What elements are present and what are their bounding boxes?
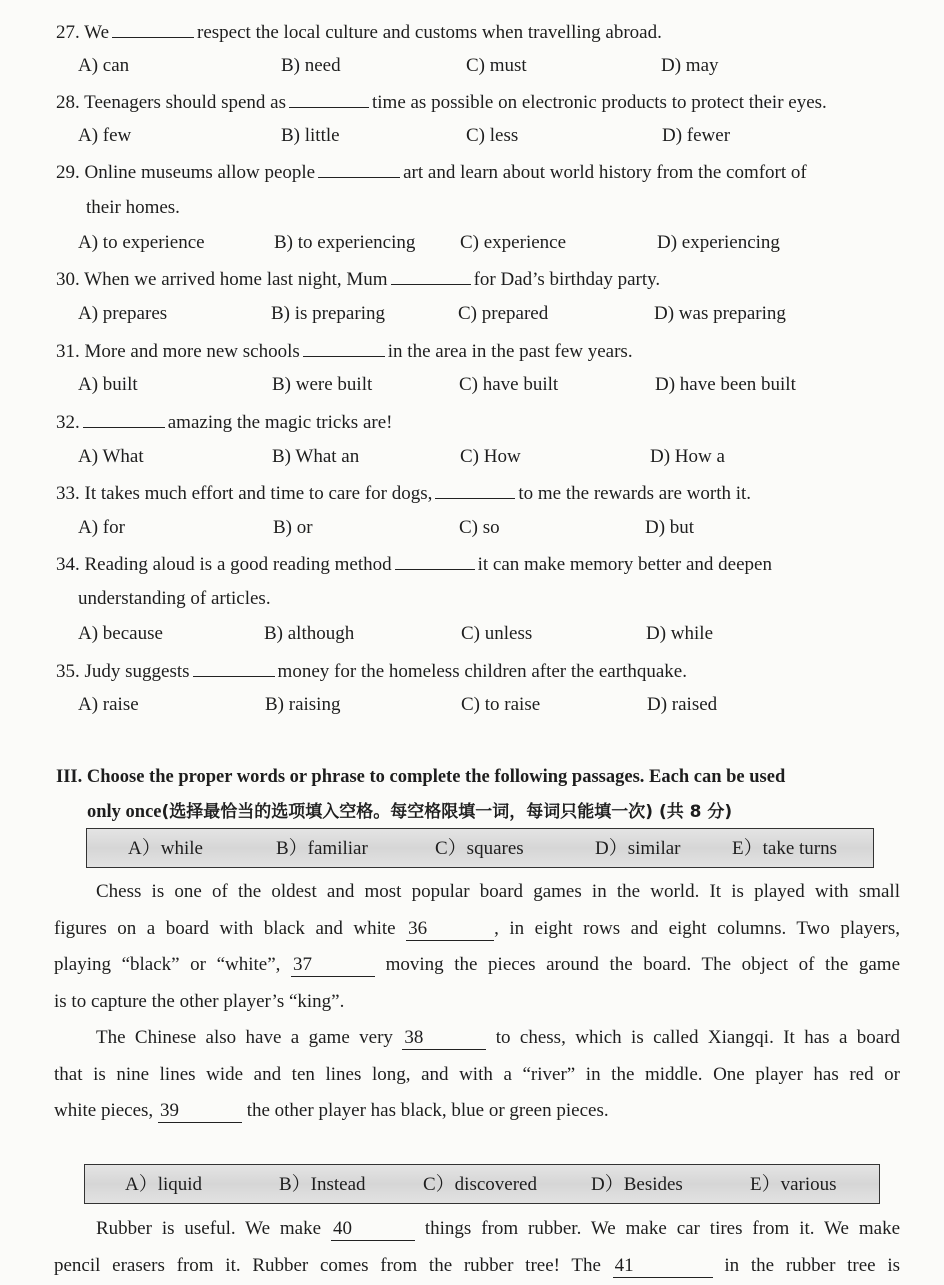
option-d[interactable]: D) experiencing: [657, 232, 780, 253]
option-c[interactable]: C) less: [466, 125, 519, 146]
question-31: 31. More and more new schools in the area in the past few years.: [56, 338, 633, 364]
passage-line: that is nine lines wide and ten lines long, and with a “river” in the middle. One player has red or: [54, 1063, 900, 1085]
question-34: 34. Reading aloud is a good reading method it can make memory better and deepen: [56, 551, 772, 577]
option-c[interactable]: C) must: [466, 55, 527, 76]
word-option: B）Instead: [279, 1174, 366, 1195]
answer-blank: [303, 338, 385, 357]
option-d[interactable]: D) may: [661, 55, 719, 76]
option-b[interactable]: B) What an: [272, 446, 360, 467]
option-b[interactable]: B) were built: [272, 374, 373, 395]
option-c[interactable]: C) prepared: [458, 303, 549, 324]
option-c[interactable]: C) to raise: [461, 694, 541, 715]
passage-line: white pieces, 39 the other player has black, blue or green pieces.: [54, 1100, 609, 1121]
options-34: [78, 622, 938, 646]
word-box-1: [86, 828, 874, 868]
answer-blank: [83, 409, 165, 428]
options-28: [78, 124, 938, 148]
options-29: [78, 231, 938, 255]
option-a[interactable]: A) can: [78, 55, 130, 76]
answer-blank: [193, 658, 275, 677]
options-32: [78, 445, 938, 469]
option-a[interactable]: A) prepares: [78, 303, 168, 324]
word-option: B）familiar: [276, 838, 368, 859]
option-a[interactable]: A) to experience: [78, 232, 205, 253]
answer-blank: [112, 19, 194, 38]
passage-line: Chess is one of the oldest and most popular board games in the world. It is played with small: [96, 881, 900, 902]
word-option: D）similar: [595, 838, 681, 859]
passage-line: The Chinese also have a game very 38 to chess, which is called Xiangqi. It has a board: [96, 1027, 901, 1048]
option-b[interactable]: B) raising: [265, 694, 341, 715]
answer-blank: [318, 159, 400, 178]
passage-line: playing “black” or “white”, 37 moving the pieces around the board. The object of the game: [54, 954, 901, 975]
option-a[interactable]: A) built: [78, 374, 138, 395]
option-c[interactable]: C) have built: [459, 374, 559, 395]
word-option: C）squares: [435, 838, 524, 859]
options-33: [78, 516, 938, 540]
options-30: [78, 302, 938, 326]
blank-38: 38: [402, 1027, 486, 1050]
word-box-2: [84, 1164, 880, 1204]
blank-39: 39: [158, 1100, 242, 1123]
options-27: [78, 54, 938, 78]
word-option: C）discovered: [423, 1174, 537, 1195]
answer-blank: [435, 480, 515, 499]
blank-40: 40: [331, 1218, 415, 1241]
section-heading-line2: only once(选择最恰当的选项填入空格。每空格限填一词，每词只能填一次) (共 8 分): [87, 802, 733, 822]
option-d[interactable]: D) How a: [650, 446, 725, 467]
question-29: 29. Online museums allow people art and learn about world history from the comfort of: [56, 159, 807, 185]
answer-blank: [395, 551, 475, 570]
option-d[interactable]: D) while: [646, 623, 714, 644]
word-option: A）liquid: [125, 1174, 203, 1195]
passage-line: pencil erasers from it. Rubber comes from the rubber tree! The 41 in the rubber tree is: [54, 1254, 901, 1276]
option-a[interactable]: A) for: [78, 517, 125, 538]
option-a[interactable]: A) What: [78, 446, 144, 467]
word-option: E）take turns: [732, 838, 838, 859]
passage-line: Rubber is useful. We make 40 things from rubber. We make car tires from it. We make: [96, 1218, 900, 1239]
blank-41: 41: [613, 1255, 713, 1278]
option-d[interactable]: D) raised: [647, 694, 718, 715]
question-28: 28. Teenagers should spend as time as possible on electronic products to protect their eyes.: [56, 89, 827, 115]
question-29-continued: their homes.: [86, 197, 180, 218]
option-b[interactable]: B) is preparing: [271, 303, 385, 324]
answer-blank: [289, 89, 369, 108]
question-33: 33. It takes much effort and time to care for dogs, to me the rewards are worth it.: [56, 480, 751, 506]
option-d[interactable]: D) fewer: [662, 125, 731, 146]
question-32: 32. amazing the magic tricks are!: [56, 409, 392, 435]
option-b[interactable]: B) need: [281, 55, 341, 76]
option-c[interactable]: C) experience: [460, 232, 567, 253]
blank-37: 37: [291, 954, 375, 977]
word-option: D）Besides: [591, 1174, 683, 1195]
question-30: 30. When we arrived home last night, Mum for Dad’s birthday party.: [56, 266, 660, 292]
passage-2: [54, 1211, 900, 1284]
blank-36: 36: [406, 918, 494, 941]
option-c[interactable]: C) unless: [461, 623, 533, 644]
option-d[interactable]: D) but: [645, 517, 695, 538]
option-b[interactable]: B) or: [273, 517, 313, 538]
passage-1: [54, 874, 900, 1130]
word-option: E）various: [750, 1174, 837, 1195]
option-c[interactable]: C) so: [459, 517, 500, 538]
passage-line: is to capture the other player’s “king”.: [54, 990, 345, 1012]
options-35: [78, 693, 938, 717]
answer-blank: [391, 266, 471, 285]
option-a[interactable]: A) few: [78, 125, 132, 146]
question-27: 27. We respect the local culture and customs when travelling abroad.: [56, 19, 662, 45]
question-34-continued: understanding of articles.: [78, 588, 271, 609]
option-d[interactable]: D) have been built: [655, 374, 796, 395]
option-b[interactable]: B) to experiencing: [274, 232, 416, 253]
option-a[interactable]: A) raise: [78, 694, 139, 715]
option-b[interactable]: B) although: [264, 623, 355, 644]
options-31: [78, 373, 938, 397]
option-b[interactable]: B) little: [281, 125, 340, 146]
option-a[interactable]: A) because: [78, 623, 163, 644]
word-option: A）while: [128, 838, 203, 859]
question-35: 35. Judy suggests money for the homeless children after the earthquake.: [56, 658, 687, 684]
passage-line: figures on a board with black and white 36 , in eight rows and eight columns. Two players,: [54, 917, 901, 939]
option-d[interactable]: D) was preparing: [654, 303, 786, 324]
option-c[interactable]: C) How: [460, 446, 521, 467]
section-heading: III. Choose the proper words or phrase to complete the following passages. Each can be used: [56, 767, 786, 787]
